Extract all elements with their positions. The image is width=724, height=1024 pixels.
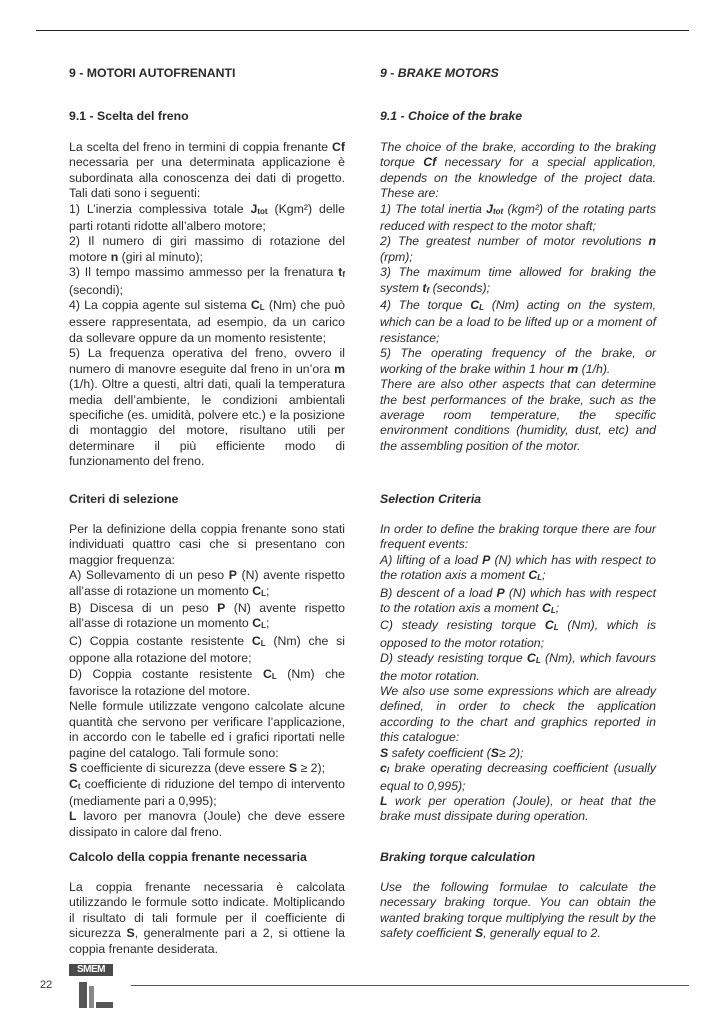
footer-rule bbox=[131, 985, 689, 986]
text-line: 2) The greatest number of motor revolutions n (rpm); bbox=[380, 234, 656, 264]
text-line: B) descent of a load P (N) which has with respect to the rotation axis a moment $C_L$; bbox=[380, 585, 656, 616]
text-line: 1) L’inerzia complessiva totale $J_{tot}$ (Kgm²) delle parti rotanti ridotte all’albero motore; bbox=[69, 201, 345, 234]
section-title-en: 9 - BRAKE MOTORS bbox=[380, 66, 499, 80]
logo-wordmark: SMEM bbox=[69, 964, 113, 976]
text-line: B) Discesa di un peso P (N) avente rispetto all’asse di rotazione un momento $C_L$; bbox=[69, 601, 345, 631]
text-line: A) Sollevamento di un peso P (N) avente rispetto all’asse di rotazione un momento $C_L$; bbox=[69, 568, 345, 598]
paragraph-criteria-en bbox=[380, 522, 656, 825]
text-line: 3) The maximum time allowed for braking the system $t_f$ (seconds); bbox=[380, 265, 656, 295]
text-line: S safety coefficient (S≥ 2); bbox=[380, 745, 524, 760]
text-line: D) steady resisting torque $C_L$ (Nm), which favours the motor rotation. bbox=[380, 651, 656, 683]
section-title-it: 9 - MOTORI AUTOFRENANTI bbox=[69, 66, 236, 80]
text-line: Use the following formulae to calculate the necessary braking torque. You can obtain the wanted braking torque multiplying the result by the safety coefficient S, generally equal to 2. bbox=[380, 880, 656, 941]
text-line: 5) The operating frequency of the brake, or working of the brake within 1 hour m (1/h). bbox=[380, 346, 656, 376]
page-number: 22 bbox=[40, 979, 53, 991]
header-rule bbox=[36, 30, 689, 31]
text-line: 2) Il numero di giri massimo di rotazione del motore n (giri al minuto); bbox=[69, 234, 345, 264]
text-line: C) steady resisting torque $C_L$ (Nm), which is opposed to the motor rotation; bbox=[380, 618, 656, 650]
text-line: A) lifting of a load P (N) which has with respect to the rotation axis a moment $C_L$; bbox=[380, 552, 656, 583]
text-line: We also use some expressions which are already defined, in order to check the application according to the chart and graphics reported in this catalogue: bbox=[380, 684, 656, 745]
subsection-heading-choice-en: 9.1 - Choice of the brake bbox=[380, 109, 523, 123]
subsection-heading-calc-en: Braking torque calculation bbox=[380, 850, 536, 864]
company-logo bbox=[69, 964, 115, 1008]
text-line: C) Coppia costante resistente $C_L$ (Nm) che si oppone alla rotazione del motore; bbox=[69, 633, 345, 666]
paragraph-choice-it bbox=[69, 140, 345, 470]
subsection-heading-calc-it: Calcolo della coppia frenante necessaria bbox=[69, 850, 307, 864]
text-line: 5) La frequenza operativa del freno, ovvero il numero di manovre eseguite dal freno in un’ora m (1/h). Oltre a questi, altri dati, quali la temperatura media dell’ambiente, le condizioni ambientali specifiche (es. umidità, polvere etc.) e la posizione di montaggio del motore, risultano utili per determinare il più efficiente modo di funzionamento del freno. bbox=[69, 346, 345, 469]
text-line: D) Coppia costante resistente $C_L$ (Nm) che favorisce la rotazione del motore. bbox=[69, 666, 345, 699]
text-line: L lavoro per manovra (Joule) che deve essere dissipato in calore dal freno. bbox=[69, 809, 345, 839]
text-line: $c_l$ brake operating decreasing coefficient (usually equal to 0,995); bbox=[380, 761, 656, 793]
text-line: 4) The torque $C_L$ (Nm) acting on the system, which can be a load to be lifted up or a moment of resistance; bbox=[380, 298, 656, 345]
text-line: Per la definizione della coppia frenante sono stati individuati quattro casi che si presentano con maggior frequenza: bbox=[69, 522, 345, 567]
text-line: La coppia frenante necessaria è calcolata utilizzando le formule sotto indicate. Moltiplicando il risultato di tali formule per il coefficiente di sicurezza S, generalmente pari a 2, si ottiene la coppia frenante desiderata. bbox=[69, 880, 345, 956]
text-line: Nelle formule utilizzate vengono calcolate alcune quantità che servono per verificare l’applicazione, in accordo con le tabelle ed i grafici riportati nelle pagine del catalogo. Tali formule sono: bbox=[69, 699, 345, 760]
logo-graphic bbox=[79, 982, 113, 1008]
english-column bbox=[380, 66, 656, 966]
text-line: $C_t$ coefficiente di riduzione del tempo di intervento (mediamente pari a 0,995); bbox=[69, 776, 345, 808]
text-line: There are also other aspects that can determine the best performances of the brake, such as the average room temperature, the specific environment conditions (humidity, dust, etc) and the assembling position of the motor. bbox=[380, 377, 656, 453]
italian-column bbox=[69, 66, 345, 966]
subsection-heading-criteria-en: Selection Criteria bbox=[380, 492, 482, 506]
text-line: In order to define the braking torque there are four frequent events: bbox=[380, 522, 656, 552]
paragraph-criteria-it bbox=[69, 522, 345, 840]
text-line: La scelta del freno in termini di coppia frenante Cf necessaria per una determinata applicazione è subordinata alla conoscenza dei dati di progetto. Tali dati sono i seguenti: bbox=[69, 140, 345, 201]
paragraph-choice-en bbox=[380, 140, 656, 454]
text-line: S coefficiente di sicurezza (deve essere S ≥ 2); bbox=[69, 761, 326, 776]
text-line: The choice of the brake, according to the braking torque Cf necessary for a special application, depends on the knowledge of the project data. These are: bbox=[380, 140, 656, 201]
text-line: 1) The total inertia $J_{tot}$ (kgm²) of the rotating parts reduced with respect to the motor shaft; bbox=[380, 201, 656, 234]
paragraph-calc-en bbox=[380, 880, 656, 942]
subsection-heading-choice-it: 9.1 - Scelta del freno bbox=[69, 109, 189, 123]
subsection-heading-criteria-it: Criteri di selezione bbox=[69, 492, 179, 506]
paragraph-calc-it bbox=[69, 880, 345, 957]
text-line: 3) Il tempo massimo ammesso per la frenatura $t_f$ (secondi); bbox=[69, 265, 345, 297]
text-line: L work per operation (Joule), or heat that the brake must dissipate during operation. bbox=[380, 793, 656, 824]
text-line: 4) La coppia agente sul sistema $C_L$ (Nm) che può essere rappresentata, ad esempio, da un carico da sollevare oppure da un momento resistente; bbox=[69, 298, 345, 345]
